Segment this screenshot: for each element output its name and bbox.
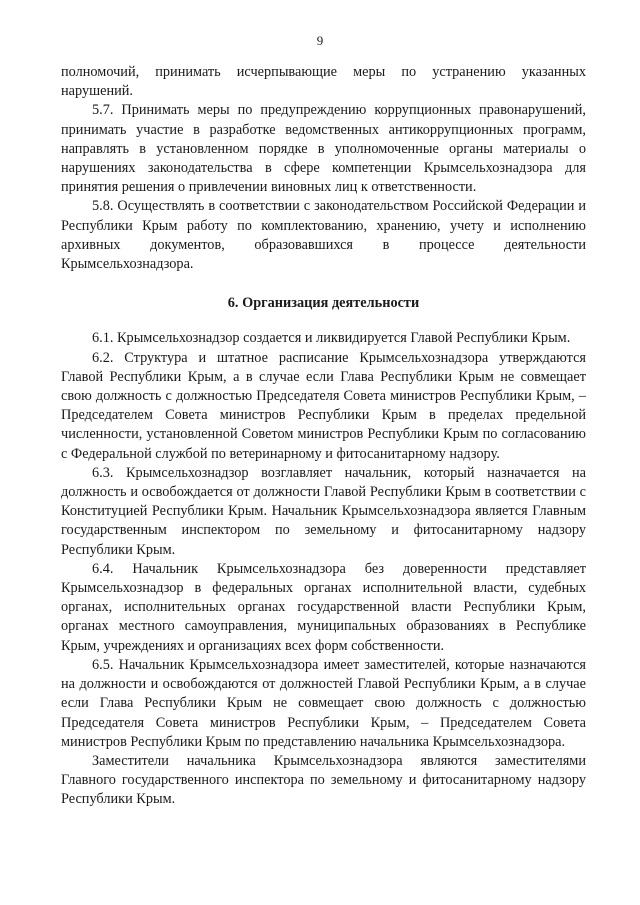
- paragraph-5-7: 5.7. Принимать меры по предупреждению коррупционных правонарушений, принимать участие в разработке ведомственных антикоррупционных программ, направлять в установленном порядке в уполномоченные органы материалы о нарушениях законодательства в сфере компетенции Крымсельхознадзора для принятия решения о привлечении виновных лиц к ответственности.: [61, 102, 586, 196]
- paragraph-6-2: 6.2. Структура и штатное расписание Крымсельхознадзора утверждаются Главой Республики Крым, а в случае если Глава Республики Крым не совмещает свою должность с должностью Председателя Совета министров Республики Крым, – Председателем Совета министров Республики Крым в пределах предельной численности, установленной Советом министров Республики Крым по согласованию с Федеральной службой по ветеринарному и фитосанитарному надзору.: [61, 349, 586, 462]
- paragraph-6-1: 6.1. Крымсельхознадзор создается и ликвидируется Главой Республики Крым.: [92, 330, 571, 347]
- paragraph-6-4: 6.4. Начальник Крымсельхознадзора без доверенности представляет Крымсельхознадзор в федеральных органах исполнительной власти, судебных органах, исполнительных органах государственной власти Республики Крым, органах местного самоуправления, муниципальных образованиях в Республике Крым, учреждениях и организациях всех форм собственности.: [61, 560, 586, 654]
- paragraph-deputies: Заместители начальника Крымсельхознадзора являются заместителями Главного государственного инспектора по земельному и фитосанитарному надзору Республики Крым.: [61, 752, 586, 808]
- paragraph-5-8: 5.8. Осуществлять в соответствии с законодательством Российской Федерации и Республики Крым работу по комплектованию, хранению, учету и исполнению архивных документов, образовавшихся в процессе деятельности Крымсельхознадзора.: [61, 198, 586, 273]
- section-heading: 6. Организация деятельности: [227, 295, 420, 312]
- paragraph-6-5: 6.5. Начальник Крымсельхознадзора имеет заместителей, которые назначаются на должности и освобождаются от должностей Главой Республики Крым, а в случае если Глава Республики Крым не совмещает свою должность с должностью Председателя Совета министров Республики Крым, – Председателем Совета министров Республики Крым по представлению начальника Крымсельхознадзора.: [61, 656, 586, 750]
- paragraph-continuation: полномочий, принимать исчерпывающие меры по устранению указанных нарушений.: [61, 64, 586, 100]
- paragraph-6-3: 6.3. Крымсельхознадзор возглавляет начальник, который назначается на должность и освобождается от должности Главой Республики Крым в соответствии с Конституцией Республики Крым. Начальник Крымсельхознадзора является Главным государственным инспектором по земельному и фитосанитарному надзору Республики Крым.: [61, 464, 586, 558]
- document-body: [61, 63, 586, 810]
- page-number: 9: [316, 33, 324, 48]
